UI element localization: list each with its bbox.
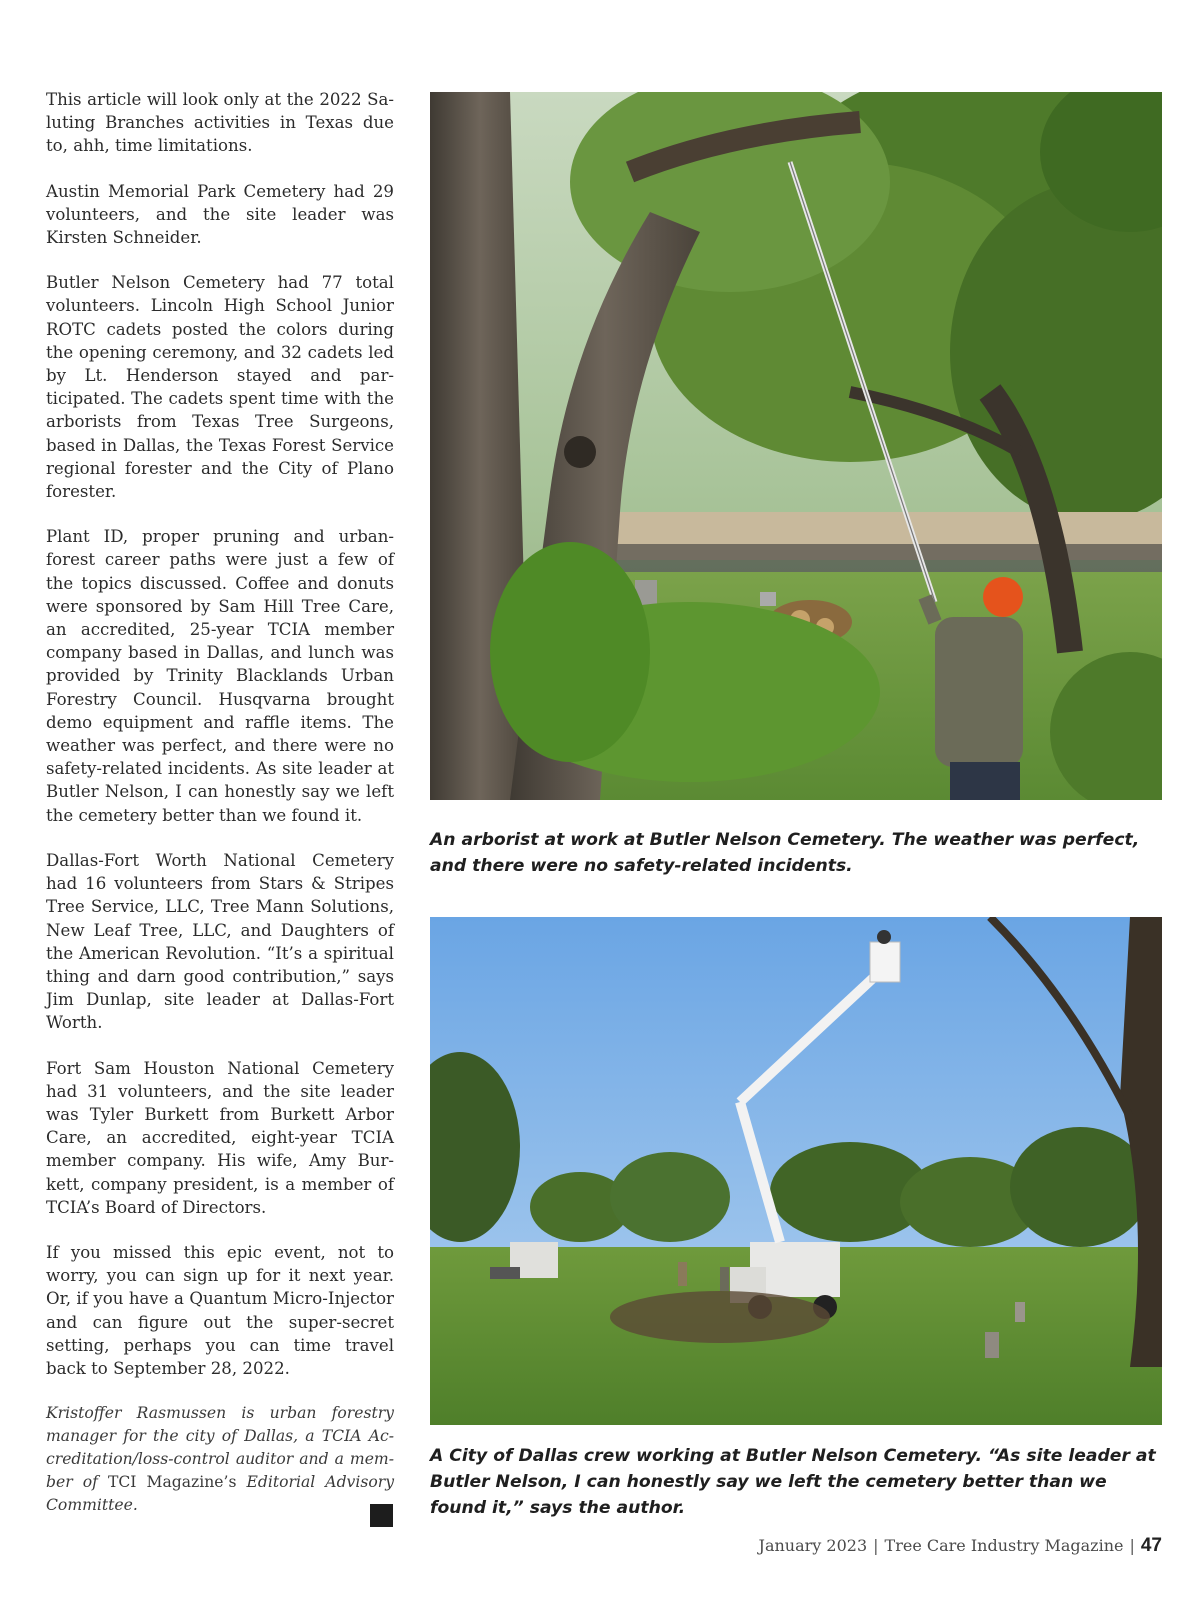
photo-bucket-truck xyxy=(430,917,1162,1425)
photo-2-caption: A City of Dallas crew working at Butler Nelson Cemetery. “As site leader at Butler Nelson, I can honestly say we left the cemetery better than we found it,” says the author. xyxy=(430,1446,1156,1518)
paragraph-3: Butler Nelson Cemetery had 77 total volunteers. Lincoln High School Junior ROTC cadets posted the colors during the opening ceremony, and 32 cadets led by Lt. Henderson stayed and participated. The cadets spent time with the arborists from Texas Tree Surgeons, based in Dallas, the Texas Forest Service regional forester and the City of Plano forester. xyxy=(46,273,394,502)
paragraph-7: If you missed this epic event, not to worry, you can sign up for it next year. Or, if you have a Quantum Micro-Injector and can figure out the super-secret setting, perhaps you can time travel back to September 28, 2022. xyxy=(46,1242,394,1378)
paragraph-1: This article will look only at the 2022 Saluting Branches activities in Texas due to, ahh, time limitations. xyxy=(46,90,394,156)
paragraph-6: Fort Sam Houston National Cemetery had 31 volunteers, and the site leader was Tyler Burkett from Burkett Arbor Care, an accredited, eight-year TCIA member company. His wife, Amy Burkett, company president, is a member of TCIA’s Board of Directors. xyxy=(46,1058,394,1217)
page-number: 47 xyxy=(1140,1535,1162,1556)
bio-text-2: Editorial Advisory Committee. xyxy=(46,1473,394,1515)
footer-date: January 2023 xyxy=(758,1536,868,1555)
article-column xyxy=(46,88,394,1539)
paragraph-4: Plant ID, proper pruning and urban-forest career paths were just a few of the topics discussed. Coffee and donuts were sponsored by Sam Hill Tree Care, an accredited, 25-year TCIA member company based in Dallas, and lunch was provided by Trinity Blacklands Urban Forestry Council. Husqvarna brought demo equipment and raffle items. The weather was perfect, and there were no safety-related incidents. As site leader at Butler Nelson, I can honestly say we left the cemetery better than we found it. xyxy=(46,527,394,825)
photo-1-caption: An arborist at work at Butler Nelson Cemetery. The weather was perfect, and there were no safety-related incidents. xyxy=(430,830,1140,876)
footer-separator: | xyxy=(873,1536,879,1555)
paragraph-2: Austin Memorial Park Cemetery had 29 volunteers, and the site leader was Kirsten Schneider. xyxy=(46,181,394,248)
page-footer xyxy=(759,1535,1162,1557)
photo-arborist xyxy=(430,92,1162,800)
bio-text-1: Kristoffer Rasmussen is urban forestry manager for the city of Dallas, a TCIA Accreditation/loss-control auditor and a member of xyxy=(46,1404,394,1492)
bio-magazine-name: TCI Magazine’s xyxy=(107,1473,237,1492)
footer-magazine-name: Tree Care Industry Magazine xyxy=(884,1536,1124,1555)
footer-separator-2: | xyxy=(1129,1536,1135,1555)
end-mark xyxy=(370,1504,393,1527)
author-bio xyxy=(46,1402,394,1517)
paragraph-5: Dallas-Fort Worth National Cemetery had 16 volunteers from Stars & Stripes Tree Service, LLC, Tree Mann Solutions, New Leaf Tree, LLC, and Daughters of the American Revolution. “It’s a spiritual thing and darn good contribution,” says Jim Dunlap, site leader at Dallas-Fort Worth. xyxy=(46,850,394,1033)
